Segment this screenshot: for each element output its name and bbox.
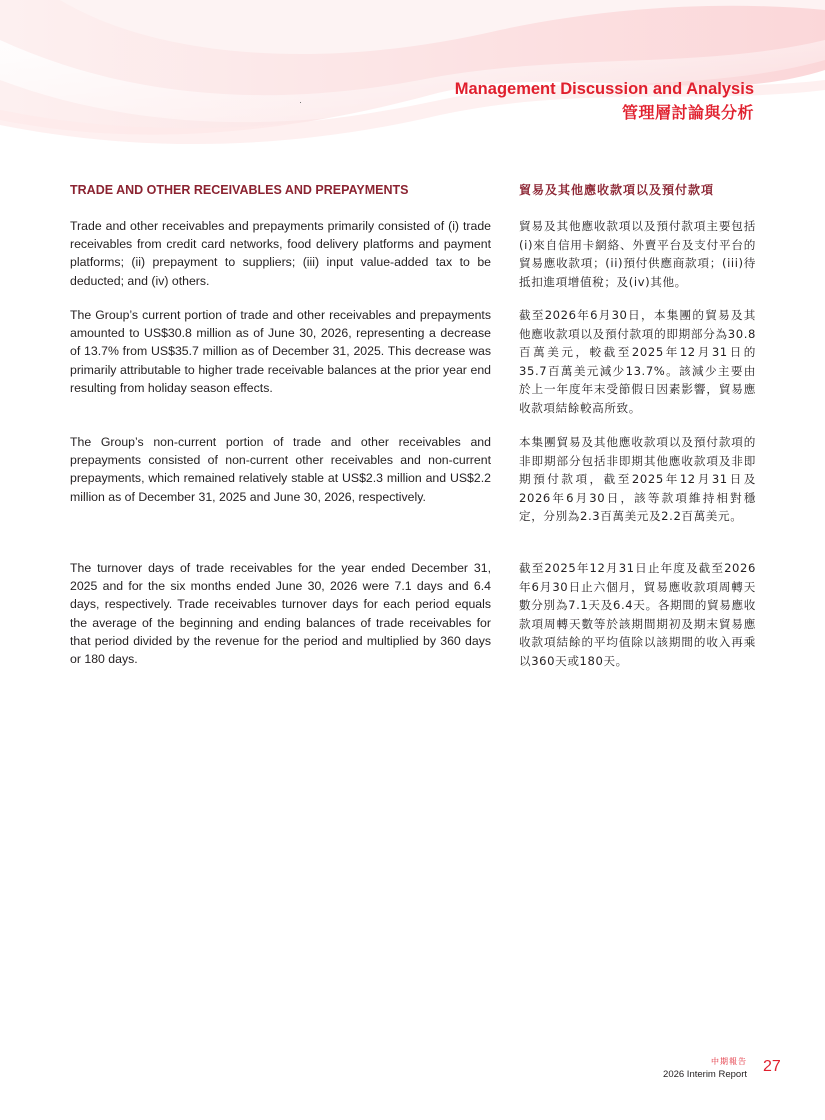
paragraph-en-turnover-days: The turnover days of trade receivables for the year ended December 31, 2025 and for the six months ended June 30, 2026 were 7.1 days and 6.4 days, respectively. Trade receivables turnover days for each period equals the average of the beginning and ending balances of trade receivables for that period divided by the revenue for the period and multiplied by 360 days or 180 days.	[70, 561, 491, 667]
paragraph-zh-current-portion: 截至2026年6月30日，本集團的貿易及其他應收款項以及預付款項的即期部分為30.8百萬美元，較截至2025年12月31日的35.7百萬美元減少13.7%。該減少主要由於上一年度年末受節假日因素影響，貿易應收款項結餘較高所致。	[519, 308, 756, 415]
page-header	[455, 78, 754, 126]
paragraph-en-current-portion: The Group’s current portion of trade and other receivables and prepayments amounted to US$30.8 million as of June 30, 2026, representing a decrease of 13.7% from US$35.7 million as of December 31, 2025. This decrease was primarily attributable to higher trade receivable balances at the prior year end resulting from holiday season effects.	[70, 308, 491, 395]
chinese-column	[519, 180, 756, 671]
section-heading-zh: 貿易及其他應收款項以及預付款項	[519, 183, 715, 197]
footer-report-en: 2026 Interim Report	[663, 1069, 747, 1080]
english-column	[70, 180, 491, 668]
page-footer	[663, 1056, 747, 1082]
paragraph-en-composition: Trade and other receivables and prepayments primarily consisted of (i) trade receivables from credit card networks, food delivery platforms and payment platforms; (ii) prepayment to suppliers; (iii) input value-added tax to be deducted; and (iv) others.	[70, 219, 491, 288]
paragraph-zh-non-current-portion: 本集團貿易及其他應收款項以及預付款項的非即期部分包括非即期其他應收款項及非即期預付款項，截至2025年12月31日及2026年6月30日，該等款項維持相對穩定，分別為2.3百萬美元及2.2百萬美元。	[519, 435, 756, 524]
paragraph-zh-composition: 貿易及其他應收款項以及預付款項主要包括(i)來自信用卡網絡、外賣平台及支付平台的貿易應收款項；(ii)預付供應商款項；(iii)待抵扣進項增值稅；及(iv)其他。	[519, 219, 756, 289]
section-heading-en: TRADE AND OTHER RECEIVABLES AND PREPAYMENTS	[70, 183, 409, 197]
page-number: 27	[763, 1058, 781, 1075]
paragraph-en-non-current-portion: The Group’s non-current portion of trade and other receivables and prepayments consisted of non-current other receivables and non-current prepayments, which remained relatively stable at US$2.3 million and US$2.2 million as of December 31, 2025 and June 30, 2026, respectively.	[70, 435, 491, 504]
header-title-en: Management Discussion and Analysis	[454, 80, 754, 98]
footer-report-zh: 中期報告	[711, 1057, 747, 1066]
paragraph-zh-turnover-days: 截至2025年12月31日止年度及截至2026年6月30日止六個月，貿易應收款項周轉天數分別為7.1天及6.4天。各期間的貿易應收款項周轉天數等於該期間期初及期末貿易應收款項結餘的平均值除以該期間的收入再乘以360天或180天。	[519, 561, 756, 668]
header-title-zh: 管理層討論與分析	[621, 103, 754, 122]
decorative-dot	[300, 102, 301, 103]
